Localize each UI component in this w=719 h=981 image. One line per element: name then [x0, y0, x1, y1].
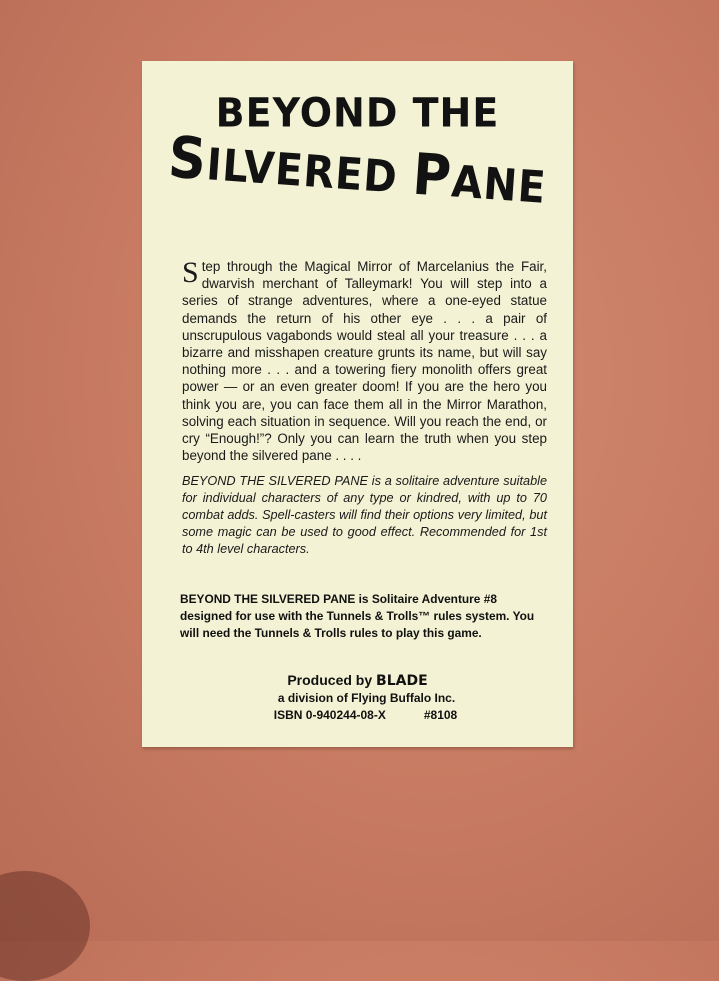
- product-code: #8108: [423, 708, 458, 722]
- title-word-silvered: ILVERED: [204, 139, 415, 205]
- title-word-pane: ANE: [449, 156, 548, 214]
- isbn-line: [158, 707, 573, 724]
- blurb-paragraph: [182, 258, 547, 464]
- isbn: ISBN 0-940244-08-X: [273, 708, 386, 722]
- division-line: a division of Flying Buffalo Inc.: [277, 691, 456, 705]
- publisher-logo-text: BLADE: [376, 673, 428, 689]
- title-initial-p: P: [410, 141, 455, 211]
- produced-by-line: [142, 671, 573, 690]
- publisher-credits: [142, 671, 573, 724]
- title-line-2: [140, 123, 575, 219]
- back-cover-card: [142, 61, 573, 747]
- title-initial-s: S: [166, 124, 210, 194]
- rules-notice: BEYOND THE SILVERED PANE is Solitaire Adventure #8 designed for use with the Tunnels & Trolls™ rules system. You will need the Tunnels & Trolls rules to play this game.: [180, 592, 535, 640]
- box-corner-shadow: [0, 871, 90, 981]
- description-paragraph: BEYOND THE SILVERED PANE is a solitaire adventure suitable for individual characters of any type or kindred, with up to 70 combat adds. Spell-casters will find their options very limited, but some magic can be used to good effect. Recommended for 1st to 4th level characters.: [182, 474, 547, 556]
- blurb-text: tep through the Magical Mirror of Marcelanius the Fair, dwarvish merchant of Talleymark! You will step into a series of strange adventures, where a one-eyed statue demands the return of his other eye . . . a pair of unscrupulous vagabonds would steal all your treasure . . . a bizarre and misshapen creature grunts its name, but will say nothing more . . . and a towering fiery monolith offers great power — or an even greater doom! If you are the hero you think you are, you can face them all in the Mirror Marathon, solving each situation in sequence. Will you reach the end, or cry “Enough!”? Only you can learn the truth when you step beyond the silvered pane . . . .: [182, 259, 547, 464]
- title-line-1: BEYOND THE: [215, 89, 500, 137]
- blurb-drop-cap: S: [182, 256, 199, 289]
- produced-by-label: Produced by: [287, 672, 373, 688]
